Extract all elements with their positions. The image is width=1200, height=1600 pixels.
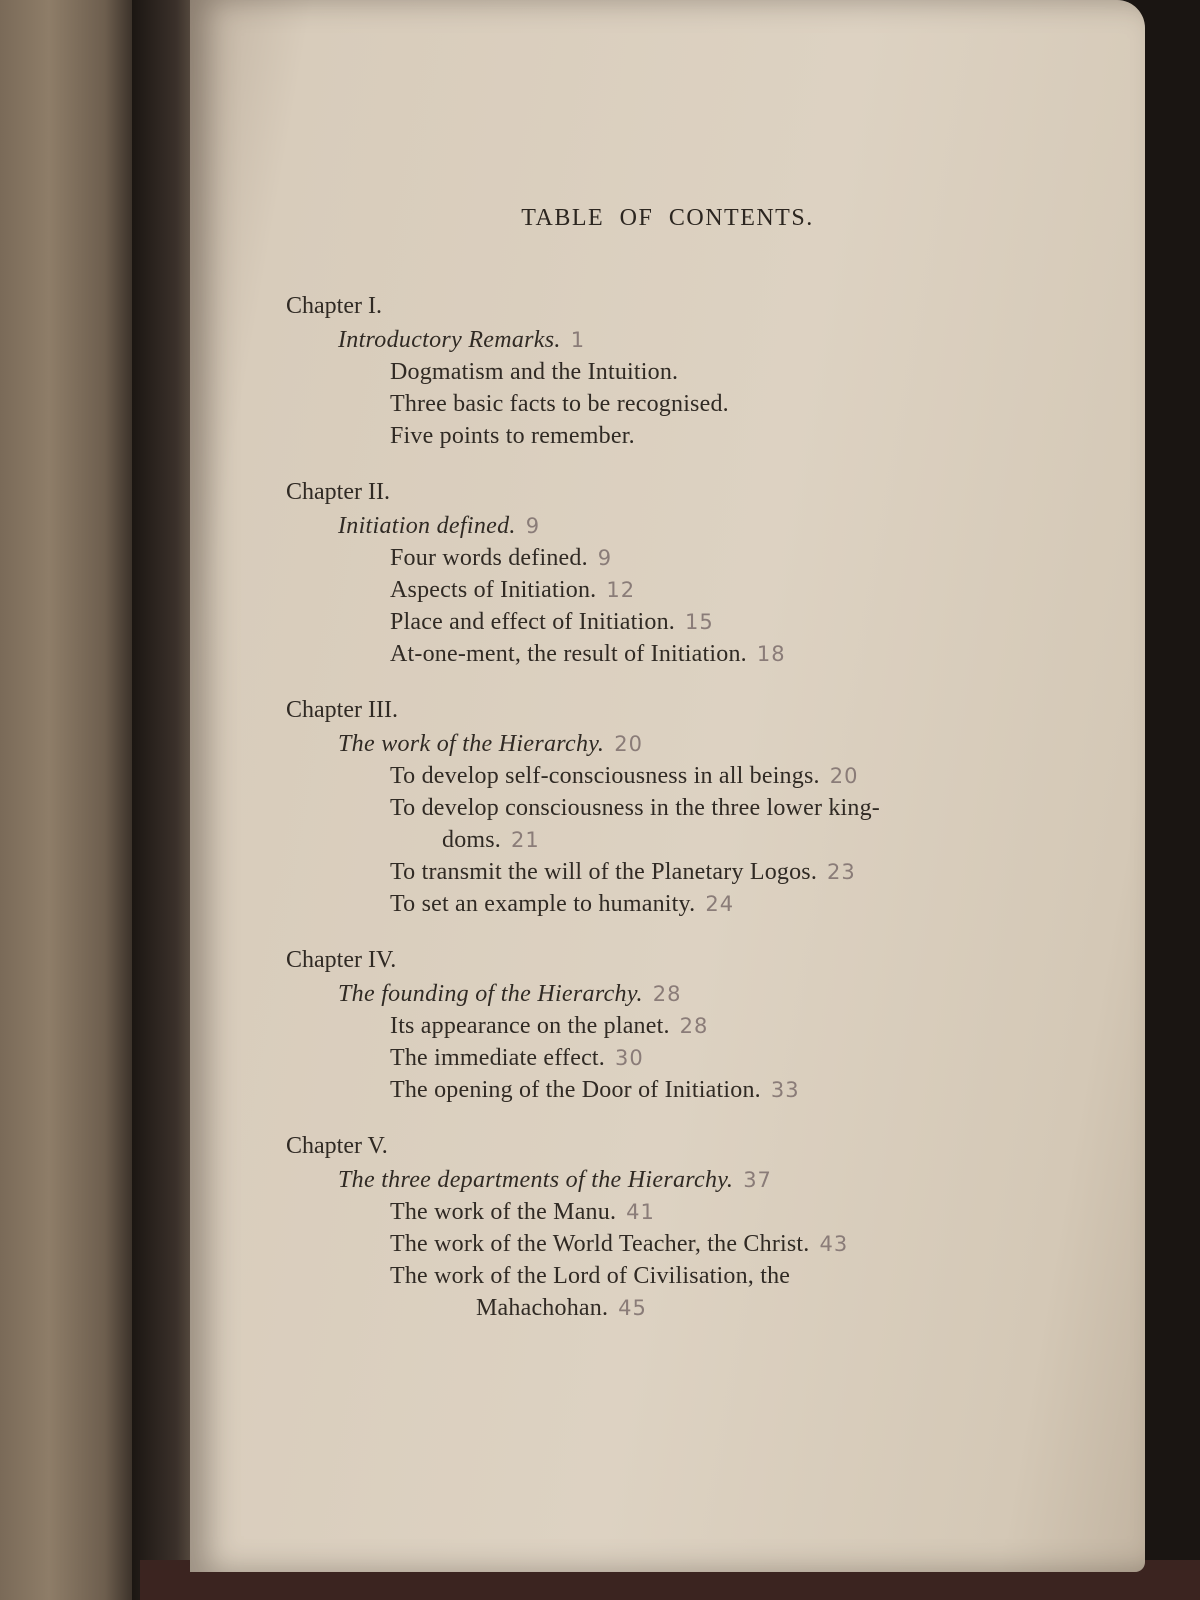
handwritten-page-number: 9 [597,546,613,570]
toc-item [286,792,1086,856]
section-title [286,978,1086,1010]
page-title: TABLE OF CONTENTS. [521,205,814,231]
handwritten-page-number: 20 [829,764,859,788]
item-text: The opening of the Door of Initiation. [390,1077,761,1103]
toc-item [286,888,1086,920]
chapter-heading: Chapter V. [286,1133,388,1159]
toc-item [286,1260,1086,1324]
section-text: The founding of the Hierarchy. [338,981,643,1007]
item-text: Four words defined. [390,545,588,571]
chapter-2 [286,476,1086,670]
handwritten-page-number: 21 [511,828,540,852]
handwritten-page-number: 12 [606,578,636,602]
section-text: The work of the Hierarchy. [338,731,605,757]
item-text: Dogmatism and the Intuition. [390,359,679,385]
toc-item [286,856,1086,888]
handwritten-page-number: 28 [679,1014,709,1038]
section-title [286,324,1086,356]
item-text: Three basic facts to be recognised. [390,391,729,417]
handwritten-page-number: 9 [525,514,541,538]
toc-list [286,290,1086,1348]
item-continuation [390,824,1086,856]
handwritten-page-number: 33 [770,1078,800,1102]
item-text: To develop self-consciousness in all beings. [390,763,820,789]
handwritten-page-number: 43 [819,1232,849,1256]
book-page [190,0,1145,1572]
handwritten-page-number: 15 [684,610,714,634]
item-text: Five points to remember. [390,423,635,449]
handwritten-page-number: 23 [827,860,856,884]
item-continuation [390,1292,1086,1324]
item-text: Place and effect of Initiation. [390,609,675,635]
item-text: The work of the World Teacher, the Christ. [390,1231,810,1257]
toc-item [286,356,1086,388]
toc-item [286,574,1086,606]
section-title [286,510,1086,542]
item-text: Aspects of Initiation. [390,577,597,603]
toc-item [286,1074,1086,1106]
item-text: The immediate effect. [390,1045,605,1071]
chapter-4 [286,944,1086,1106]
chapter-heading: Chapter I. [286,293,382,319]
toc-item [286,1228,1086,1260]
item-text: To set an example to humanity. [390,891,696,917]
item-text: The work of the Lord of Civilisation, the [390,1263,791,1289]
handwritten-page-number: 18 [756,642,786,666]
toc-item [286,1010,1086,1042]
handwritten-page-number: 41 [626,1200,655,1224]
chapter-heading: Chapter III. [286,697,398,723]
toc-item [286,420,1086,452]
item-text: The work of the Manu. [390,1199,617,1225]
toc-item [286,1042,1086,1074]
handwritten-page-number: 28 [652,982,682,1006]
section-title [286,728,1086,760]
handwritten-page-number: 45 [618,1296,647,1320]
chapter-heading: Chapter II. [286,479,390,505]
item-continuation-text: Mahachohan. [476,1295,609,1321]
toc-item [286,388,1086,420]
item-text: At-one-ment, the result of Initiation. [390,641,747,667]
handwritten-page-number: 37 [743,1168,772,1192]
handwritten-page-number: 24 [705,892,735,916]
section-text: Initiation defined. [338,513,516,539]
section-text: The three departments of the Hierarchy. [338,1167,734,1193]
chapter-5 [286,1130,1086,1324]
item-text: To develop consciousness in the three lower king- [390,795,880,821]
item-text: To transmit the will of the Planetary Logos. [390,859,818,885]
book-spine-left-page [0,0,140,1600]
item-continuation-text: doms. [442,827,502,853]
toc-item [286,542,1086,574]
section-text: Introductory Remarks. [338,327,561,353]
section-title [286,1164,1086,1196]
chapter-3 [286,694,1086,920]
toc-item [286,1196,1086,1228]
toc-item [286,760,1086,792]
chapter-heading: Chapter IV. [286,947,397,973]
handwritten-page-number: 20 [614,732,643,756]
handwritten-page-number: 1 [570,328,586,352]
handwritten-page-number: 30 [615,1046,644,1070]
toc-item [286,606,1086,638]
chapter-1 [286,290,1086,452]
item-text: Its appearance on the planet. [390,1013,670,1039]
toc-item [286,638,1086,670]
